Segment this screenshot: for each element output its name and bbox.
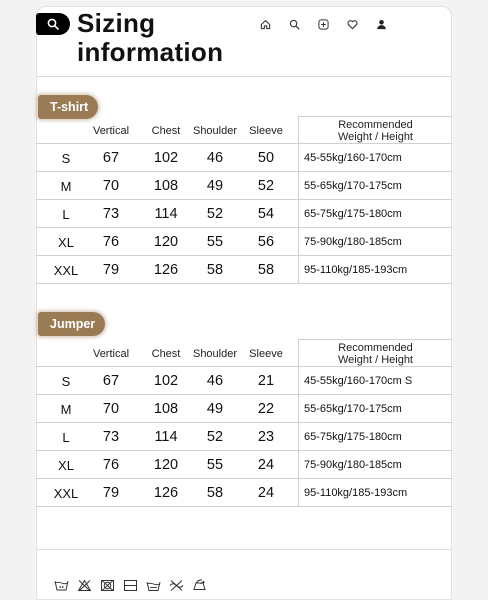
vertical-cell: 79	[102, 262, 120, 278]
shoulder-cell: 49	[206, 401, 224, 417]
column-header-recommended-line1: Recommended	[338, 342, 413, 354]
sleeve-cell: 52	[257, 178, 275, 194]
search-icon[interactable]	[285, 15, 304, 34]
vertical-cell: 67	[102, 373, 120, 389]
table-row	[36, 256, 452, 284]
vertical-cell: 73	[102, 206, 120, 222]
size-cell: XL	[58, 458, 74, 473]
line-dry-icon	[123, 578, 138, 592]
sizing-card	[36, 6, 452, 600]
chest-cell: 108	[153, 178, 179, 194]
shoulder-cell: 58	[206, 262, 224, 278]
header-divider	[36, 76, 452, 77]
jumper-tag: Jumper	[38, 312, 105, 336]
vertical-cell: 76	[102, 457, 120, 473]
chest-cell: 114	[154, 429, 178, 445]
column-header-vertical: Vertical	[92, 348, 130, 360]
size-cell: M	[60, 402, 72, 417]
sleeve-cell: 24	[257, 485, 275, 501]
weight-height-cell: 65-75kg/175-180cm	[298, 423, 452, 451]
search-icon	[47, 18, 59, 30]
weight-height-cell: 75-90kg/180-185cm	[298, 228, 452, 256]
page-title-line2: information	[77, 37, 224, 67]
column-header-recommended-line1: Recommended	[338, 119, 413, 131]
vertical-cell: 79	[102, 485, 120, 501]
weight-height-cell: 45-55kg/160-170cm S	[298, 367, 452, 395]
sleeve-cell: 58	[257, 262, 275, 278]
tshirt-size-table	[36, 116, 452, 284]
iron-icon	[192, 578, 207, 592]
table-row	[36, 228, 452, 256]
table-row	[36, 423, 452, 451]
vertical-cell: 70	[102, 178, 120, 194]
add-icon[interactable]	[314, 15, 333, 34]
do-not-wring-icon	[169, 578, 184, 592]
jumper-size-table	[36, 339, 452, 507]
footer-divider	[36, 549, 452, 550]
weight-height-cell: 95-110kg/185-193cm	[298, 479, 452, 507]
page-title	[77, 9, 223, 67]
care-icons	[54, 578, 207, 592]
top-nav	[256, 15, 391, 34]
size-cell: S	[61, 151, 71, 166]
sleeve-cell: 50	[257, 150, 275, 166]
table-header	[36, 116, 452, 144]
chest-cell: 114	[154, 206, 178, 222]
table-header	[36, 339, 452, 367]
vertical-cell: 73	[102, 429, 120, 445]
column-header-chest: Chest	[151, 125, 181, 137]
vertical-cell: 76	[102, 234, 120, 250]
weight-height-cell: 55-65kg/170-175cm	[298, 172, 452, 200]
sleeve-cell: 23	[257, 429, 275, 445]
sleeve-cell: 22	[257, 401, 275, 417]
shoulder-cell: 58	[206, 485, 224, 501]
chest-cell: 126	[153, 262, 179, 278]
table-row	[36, 367, 452, 395]
heart-icon[interactable]	[343, 15, 362, 34]
vertical-cell: 70	[102, 401, 120, 417]
size-cell: S	[61, 374, 71, 389]
column-header-recommended-line2: Weight / Height	[337, 131, 413, 143]
column-header-sleeve: Sleeve	[249, 125, 283, 137]
page-title-line1: Sizing	[77, 8, 156, 38]
size-cell: M	[60, 179, 72, 194]
shoulder-cell: 55	[206, 457, 224, 473]
chest-cell: 102	[153, 150, 179, 166]
shoulder-cell: 52	[206, 429, 224, 445]
weight-height-cell: 65-75kg/175-180cm	[298, 200, 452, 228]
table-row	[36, 451, 452, 479]
chest-cell: 126	[153, 485, 179, 501]
search-button[interactable]	[36, 13, 70, 35]
chest-cell: 120	[153, 234, 179, 250]
column-header-vertical: Vertical	[92, 125, 130, 137]
shoulder-cell: 46	[206, 373, 224, 389]
size-cell: XXL	[53, 486, 79, 501]
table-row	[36, 200, 452, 228]
size-cell: L	[62, 207, 70, 222]
shoulder-cell: 55	[206, 234, 224, 250]
column-header-shoulder: Shoulder	[192, 348, 238, 360]
sleeve-cell: 24	[257, 457, 275, 473]
table-row	[36, 479, 452, 507]
column-header-sleeve: Sleeve	[249, 348, 283, 360]
size-cell: XXL	[53, 263, 79, 278]
table-row	[36, 172, 452, 200]
column-header-shoulder: Shoulder	[192, 125, 238, 137]
size-cell: L	[62, 430, 70, 445]
vertical-cell: 67	[102, 150, 120, 166]
user-icon[interactable]	[372, 15, 391, 34]
tumble-dry-icon	[100, 578, 115, 592]
chest-cell: 108	[153, 401, 179, 417]
column-header-recommended	[298, 339, 452, 367]
chest-cell: 120	[153, 457, 179, 473]
weight-height-cell: 45-55kg/160-170cm	[298, 144, 452, 172]
table-row	[36, 144, 452, 172]
shoulder-cell: 49	[206, 178, 224, 194]
chest-cell: 102	[153, 373, 179, 389]
column-header-recommended-line2: Weight / Height	[337, 354, 413, 366]
weight-height-cell: 75-90kg/180-185cm	[298, 451, 452, 479]
column-header-chest: Chest	[151, 348, 181, 360]
column-header-recommended	[298, 116, 452, 144]
shoulder-cell: 52	[206, 206, 224, 222]
no-bleach-icon	[77, 578, 92, 592]
wash-basin-icon	[146, 578, 161, 592]
sleeve-cell: 56	[257, 234, 275, 250]
shoulder-cell: 46	[206, 150, 224, 166]
table-row	[36, 395, 452, 423]
weight-height-cell: 55-65kg/170-175cm	[298, 395, 452, 423]
weight-height-cell: 95-110kg/185-193cm	[298, 256, 452, 284]
wash-30-icon	[54, 578, 69, 592]
sleeve-cell: 21	[257, 373, 275, 389]
tshirt-tag: T-shirt	[38, 95, 98, 119]
sleeve-cell: 54	[257, 206, 275, 222]
size-cell: XL	[58, 235, 74, 250]
home-icon[interactable]	[256, 15, 275, 34]
